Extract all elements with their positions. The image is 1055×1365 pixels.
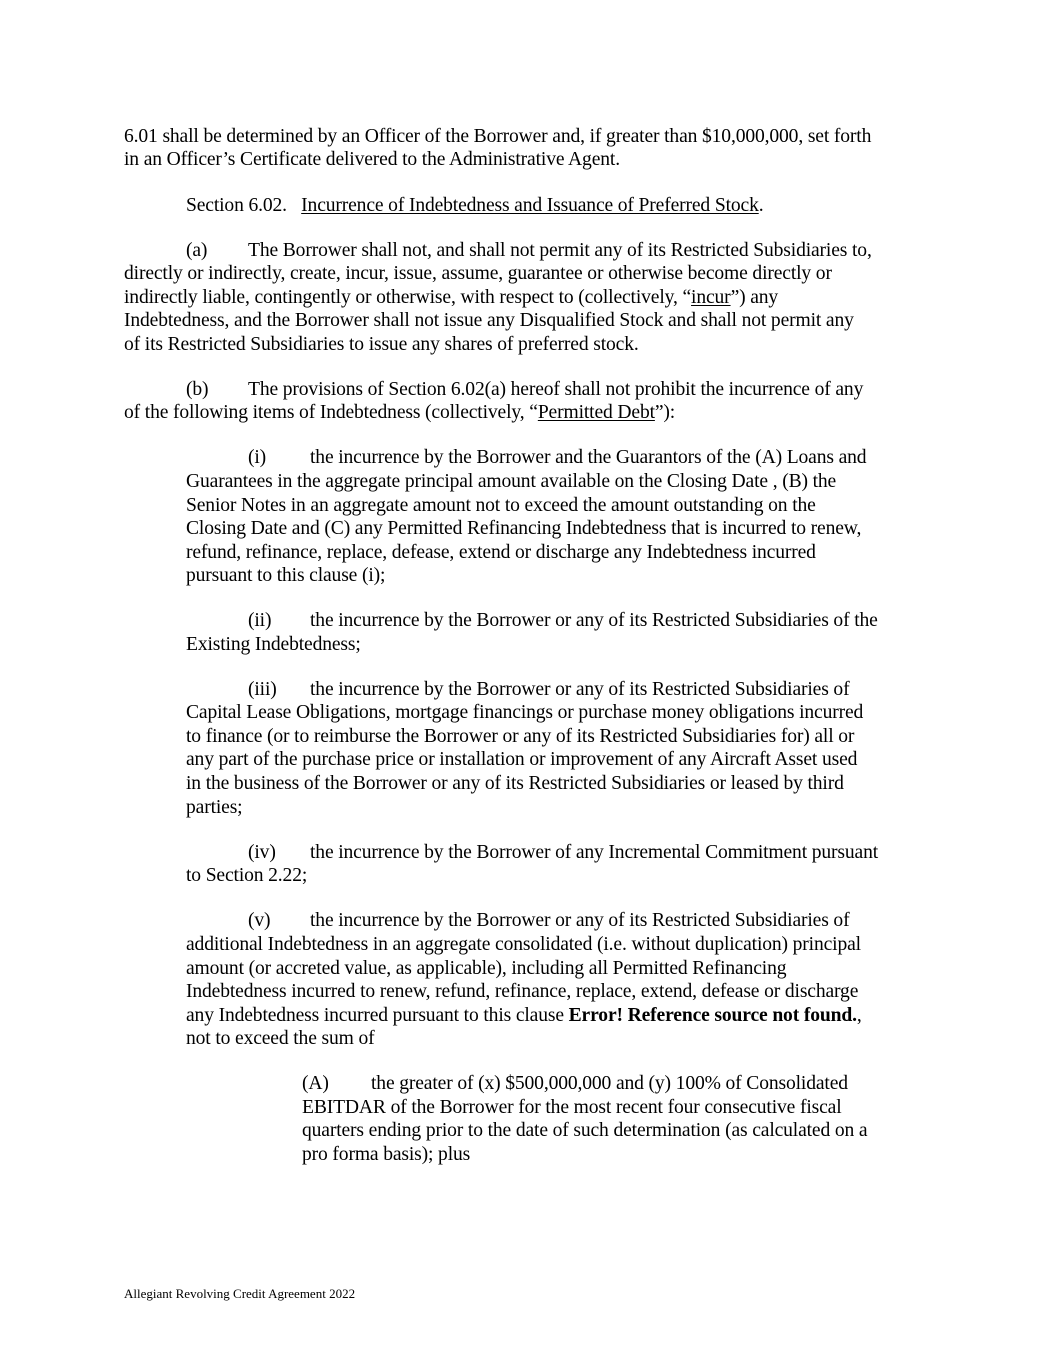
clause-v-label: (v): [248, 910, 271, 931]
clause-v-text-5-pre: any Indebtedness incurred pursuant to this clause: [186, 1005, 569, 1026]
paragraph-a-line-4: Indebtedness, and the Borrower shall not issue any Disqualified Stock and shall not permit any: [124, 310, 854, 331]
paragraph-b-line-2: [124, 401, 675, 425]
paragraph-b-text-2-post: ”):: [654, 402, 676, 423]
paragraph-a-text-3-pre: indirectly liable, contingently or otherwise, with respect to (collectively, “: [124, 287, 692, 308]
paragraph-a-line-2: directly or indirectly, create, incur, issue, assume, guarantee or otherwise become directly or: [124, 263, 832, 284]
clause-i-line-2: Guarantees in the aggregate principal amount available on the Closing Date , (B) the: [186, 471, 837, 492]
clause-iv-label: (iv): [248, 842, 276, 863]
clause-iii-line-3: to finance (or to reimburse the Borrower or any of its Restricted Subsidiaries for) all or: [186, 726, 855, 747]
clause-iii-line-5: in the business of the Borrower or any of its Restricted Subsidiaries or leased by third: [186, 773, 844, 794]
clause-iii-label: (iii): [248, 679, 277, 700]
paragraph-a-text-1: The Borrower shall not, and shall not permit any of its Restricted Subsidiaries to,: [248, 240, 872, 261]
clause-iii-line-6: parties;: [186, 797, 243, 818]
clause-i-line-5: refund, refinance, replace, defease, extend or discharge any Indebtedness incurred: [186, 542, 816, 563]
subclause-a-line-3: quarters ending prior to the date of such determination (as calculated on a: [302, 1120, 868, 1141]
clause-v-text-1: the incurrence by the Borrower or any of its Restricted Subsidiaries of: [310, 910, 850, 931]
subclause-a-line-1: [302, 1072, 848, 1096]
clause-v-line-1: [248, 909, 849, 933]
defined-term-incur: incur: [691, 287, 731, 308]
paragraph-a-line-3: [124, 286, 778, 310]
paragraph-a-label: (a): [186, 240, 208, 261]
clause-v-line-3: amount (or accreted value, as applicable), including all Permitted Refinancing: [186, 958, 787, 979]
clause-i-label: (i): [248, 447, 267, 468]
broken-reference-error: Error! Reference source not found.: [568, 1005, 857, 1026]
clause-ii-text-1: the incurrence by the Borrower or any of its Restricted Subsidiaries of the: [310, 610, 878, 631]
clause-i-line-1: [248, 446, 866, 470]
page-footer: Allegiant Revolving Credit Agreement 2022: [124, 1286, 356, 1301]
section-title: Incurrence of Indebtedness and Issuance of Preferred Stock: [301, 195, 759, 216]
section-number: Section 6.02.: [186, 195, 287, 216]
section-heading: [186, 194, 763, 218]
clause-i-line-4: Closing Date and (C) any Permitted Refinancing Indebtedness that is incurred to renew,: [186, 518, 862, 539]
subclause-a-line-2: EBITDAR of the Borrower for the most recent four consecutive fiscal: [302, 1097, 842, 1118]
paragraph-a-text-3-post: ”) any: [730, 287, 779, 308]
clause-ii-line-1: [248, 609, 878, 633]
clause-v-line-6: not to exceed the sum of: [186, 1028, 375, 1049]
clause-ii-label: (ii): [248, 610, 272, 631]
clause-v-line-4: Indebtedness incurred to renew, refund, refinance, replace, extend, defease or discharge: [186, 981, 859, 1002]
clause-v-line-2: additional Indebtedness in an aggregate consolidated (i.e. without duplication) principal: [186, 934, 861, 955]
clause-iii-line-2: Capital Lease Obligations, mortgage financings or purchase money obligations incurred: [186, 702, 864, 723]
paragraph-b-text-1: The provisions of Section 6.02(a) hereof shall not prohibit the incurrence of any: [248, 379, 864, 400]
clause-i-line-6: pursuant to this clause (i);: [186, 565, 386, 586]
continuation-line-2: in an Officer’s Certificate delivered to the Administrative Agent.: [124, 149, 620, 170]
paragraph-b-text-2-pre: of the following items of Indebtedness (collectively, “: [124, 402, 538, 423]
paragraph-b-line-1: [186, 378, 863, 402]
continuation-line-1: 6.01 shall be determined by an Officer of the Borrower and, if greater than $10,000,000, set forth: [124, 126, 872, 147]
subclause-a-line-4: pro forma basis); plus: [302, 1144, 471, 1165]
clause-iii-line-1: [248, 678, 849, 702]
defined-term-permitted-debt: Permitted Debt: [537, 402, 655, 423]
clause-iv-text-1: the incurrence by the Borrower of any Incremental Commitment pursuant: [310, 842, 879, 863]
section-title-period: .: [758, 195, 764, 216]
clause-i-text-1: the incurrence by the Borrower and the Guarantors of the (A) Loans and: [310, 447, 867, 468]
paragraph-b-label: (b): [186, 379, 209, 400]
subclause-a-label: (A): [302, 1073, 329, 1094]
clause-i-line-3: Senior Notes in an aggregate amount not to exceed the amount outstanding on the: [186, 495, 816, 516]
clause-iv-line-2: to Section 2.22;: [186, 865, 308, 886]
clause-iii-line-4: any part of the purchase price or installation or improvement of any Aircraft Asset used: [186, 749, 858, 770]
clause-ii-line-2: Existing Indebtedness;: [186, 634, 361, 655]
subclause-a-text-1: the greater of (x) $500,000,000 and (y) 100% of Consolidated: [371, 1073, 848, 1094]
paragraph-a-line-5: of its Restricted Subsidiaries to issue any shares of preferred stock.: [124, 334, 639, 355]
clause-v-line-5: [186, 1004, 862, 1028]
paragraph-a-line-1: [186, 239, 872, 263]
clause-iii-text-1: the incurrence by the Borrower or any of its Restricted Subsidiaries of: [310, 679, 850, 700]
clause-v-text-5-post: ,: [856, 1005, 862, 1026]
clause-iv-line-1: [248, 841, 878, 865]
